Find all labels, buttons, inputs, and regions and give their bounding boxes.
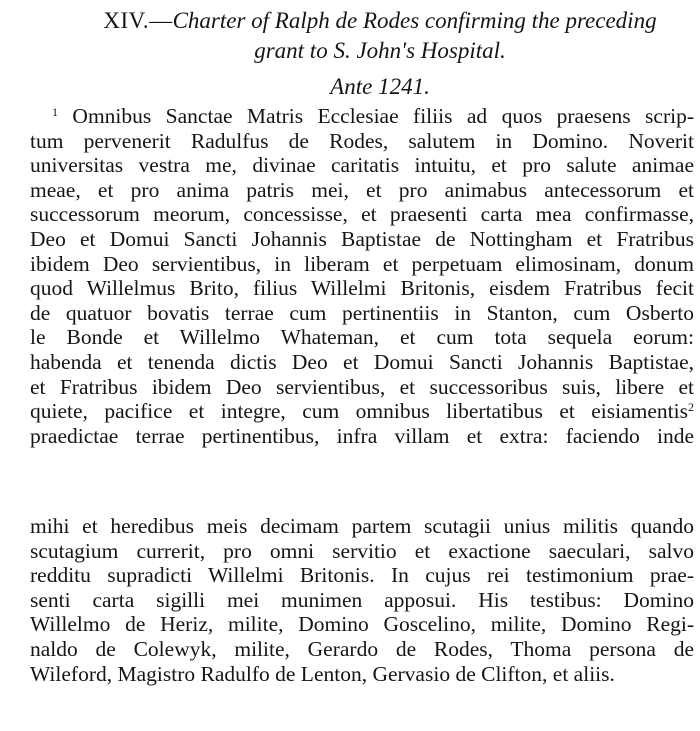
- text-line: quod Willelmus Brito, filius Willelmi Britonis, eisdem Fratribus fecit: [30, 276, 694, 301]
- footnote-marker: 1: [52, 105, 58, 119]
- text-line: redditu supradicti Willelmi Britonis. In cujus rei testimonium prae-: [30, 563, 694, 588]
- charter-heading-line-2: [60, 36, 700, 66]
- text-line: Willelmo de Heriz, milite, Domino Goscelino, milite, Domino Regi-: [30, 612, 694, 637]
- text-line: senti carta sigilli mei munimen apposui. His testibus: Domino: [30, 587, 694, 612]
- charter-date-text: Ante 1241.: [330, 74, 430, 99]
- text-line: ibidem Deo servientibus, in liberam et perpetuam elimosinam, donum: [30, 251, 694, 276]
- text-line: naldo de Colewyk, milite, Gerardo de Rodes, Thoma persona de: [30, 636, 694, 661]
- text-line: Deo et Domui Sancti Johannis Baptistae de Nottingham et Fratribus: [30, 226, 694, 251]
- text-line: $^1$ Omnibus Sanctae Matris Ecclesiae filiis ad quos praesens scrip-: [52, 104, 695, 128]
- text-line: successorum meorum, concessisse, et praesenti carta mea confirmasse,: [30, 202, 694, 227]
- paragraph-1: [30, 104, 694, 448]
- text-line: et Fratribus ibidem Deo servientibus, et successoribus suis, libere et: [30, 374, 694, 399]
- text-line: le Bonde et Willelmo Whateman, et cum tota sequela eorum:: [30, 325, 694, 350]
- charter-date: [60, 72, 700, 102]
- footnote-marker-2: 2: [688, 400, 694, 415]
- text-line: mihi et heredibus meis decimam partem scutagii unius militis quando: [30, 514, 694, 538]
- text-line: scutagium currerit, pro omni servitio et exactione saeculari, salvo: [30, 538, 694, 563]
- text-line: de quatuor bovatis terrae cum pertinentiis in Stanton, cum Osberto: [30, 300, 694, 325]
- paragraph-2: [30, 514, 694, 686]
- charter-title-part-2: grant to S. John's Hospital.: [254, 38, 506, 63]
- text-line: tum pervenerit Radulfus de Rodes, salutem in Domino. Noverit: [30, 128, 694, 153]
- charter-number: XIV.—: [103, 8, 173, 33]
- text-line: Wileford, Magistro Radulfo de Lenton, Gervasio de Clifton, et aliis.: [30, 661, 615, 686]
- text-line: praedictae terrae pertinentibus, infra villam et extra: faciendo inde: [30, 423, 694, 448]
- text-line: universitas vestra me, divinae caritatis intuitu, et pro salute animae: [30, 153, 694, 178]
- text-line: meae, et pro anima patris mei, et pro animabus antecessorum et: [30, 177, 694, 202]
- text-line: quiete, pacifice et integre, cum omnibus libertatibus et eisiamentis$^2$: [30, 399, 694, 424]
- charter-title-part-1: Charter of Ralph de Rodes confirming the preceding: [172, 8, 657, 33]
- charter-heading-line-1: [60, 6, 700, 36]
- text-line: habenda et tenenda dictis Deo et Domui Sancti Johannis Baptistae,: [30, 349, 694, 374]
